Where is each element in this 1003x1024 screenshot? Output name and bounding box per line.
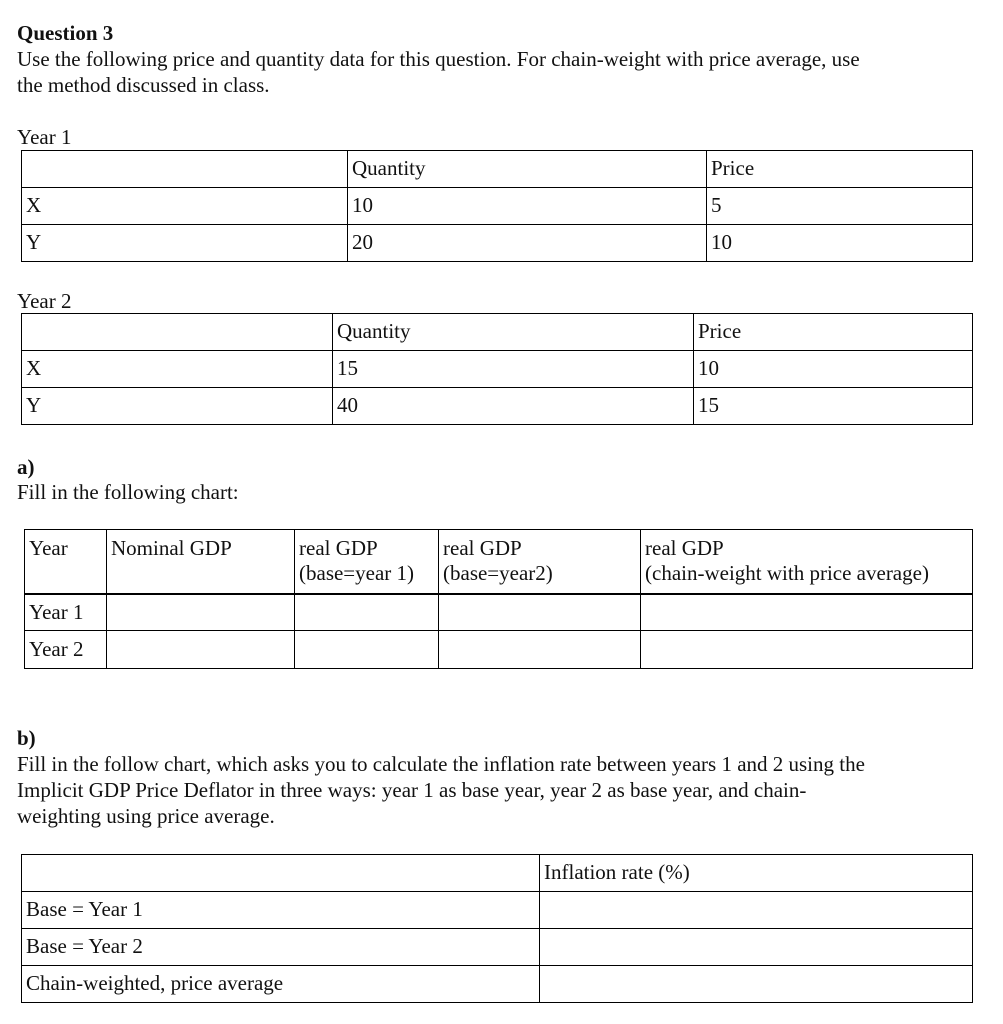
year1-row-x [22,188,973,225]
question-intro-line-2: the method discussed in class. [17,73,270,97]
year2-price: 15 [694,388,973,425]
year2-table [21,313,973,425]
year1-price: 5 [707,188,973,225]
inflation-row-chain-weighted [22,966,973,1003]
year1-table [21,150,973,262]
gdp-chart-table [24,529,973,669]
year1-good: X [22,188,348,225]
part-b-instruction-line-3: weighting using price average. [17,804,275,828]
header-year: Year [25,530,107,594]
gdp-chart-row-year2 [25,631,973,669]
header-real-gdp-base-year1-line2: (base=year 1) [299,561,415,586]
year2-row-x [22,351,973,388]
year1-good: Y [22,225,348,262]
answer-cell-real-gdp-base-year1[interactable] [295,594,439,631]
answer-cell-inflation-rate[interactable] [540,892,973,929]
answer-cell-real-gdp-chain-weight[interactable] [641,594,973,631]
year1-header-quantity: Quantity [348,151,707,188]
answer-cell-real-gdp-base-year2[interactable] [439,631,641,669]
year2-price: 10 [694,351,973,388]
question-title: Question 3 [17,21,114,45]
year1-quantity: 10 [348,188,707,225]
year1-header-row [22,151,973,188]
part-b-label: b) [17,726,36,750]
year1-price: 10 [707,225,973,262]
year2-header-price: Price [694,314,973,351]
answer-cell-real-gdp-base-year2[interactable] [439,594,641,631]
answer-cell-inflation-rate[interactable] [540,929,973,966]
gdp-chart-header-row [25,530,973,594]
inflation-row-base-year2 [22,929,973,966]
year2-header-blank [22,314,333,351]
year1-header-blank [22,151,348,188]
inflation-method-label: Base = Year 2 [22,929,540,966]
header-real-gdp-chain-weight-line1: real GDP [645,536,724,560]
year2-good: Y [22,388,333,425]
inflation-header-blank [22,855,540,892]
answer-cell-real-gdp-base-year1[interactable] [295,631,439,669]
inflation-method-label: Base = Year 1 [22,892,540,929]
header-nominal-gdp: Nominal GDP [107,530,295,594]
answer-cell-inflation-rate[interactable] [540,966,973,1003]
header-real-gdp-chain-weight [641,530,973,594]
part-a-instruction: Fill in the following chart: [17,480,239,504]
row-year-label: Year 2 [25,631,107,669]
header-real-gdp-base-year1-line1: real GDP [299,536,378,560]
part-b-instruction-line-2: Implicit GDP Price Deflator in three ways: year 1 as base year, year 2 as base year, and chain- [17,778,807,802]
header-real-gdp-chain-weight-line2: (chain-weight with price average) [645,561,929,586]
inflation-row-base-year1 [22,892,973,929]
inflation-table [21,854,973,1003]
answer-cell-nominal-gdp[interactable] [107,594,295,631]
inflation-header-rate: Inflation rate (%) [540,855,973,892]
row-year-label: Year 1 [25,594,107,631]
header-real-gdp-base-year2-line1: real GDP [443,536,522,560]
question-intro-line-1: Use the following price and quantity data for this question. For chain-weight with price average, use [17,47,860,71]
year1-header-price: Price [707,151,973,188]
header-real-gdp-base-year2 [439,530,641,594]
year2-row-y [22,388,973,425]
year2-quantity: 40 [333,388,694,425]
year1-label: Year 1 [17,125,72,149]
year2-quantity: 15 [333,351,694,388]
answer-cell-real-gdp-chain-weight[interactable] [641,631,973,669]
year2-good: X [22,351,333,388]
header-real-gdp-base-year1 [295,530,439,594]
year2-header-quantity: Quantity [333,314,694,351]
year2-label: Year 2 [17,289,72,313]
year2-header-row [22,314,973,351]
inflation-method-label: Chain-weighted, price average [22,966,540,1003]
part-a-label: a) [17,455,35,479]
gdp-chart-row-year1 [25,594,973,631]
part-b-instruction-line-1: Fill in the follow chart, which asks you to calculate the inflation rate between years 1 and 2 using the [17,752,865,776]
inflation-header-row [22,855,973,892]
header-real-gdp-base-year2-line2: (base=year2) [443,561,553,586]
year1-row-y [22,225,973,262]
answer-cell-nominal-gdp[interactable] [107,631,295,669]
year1-quantity: 20 [348,225,707,262]
